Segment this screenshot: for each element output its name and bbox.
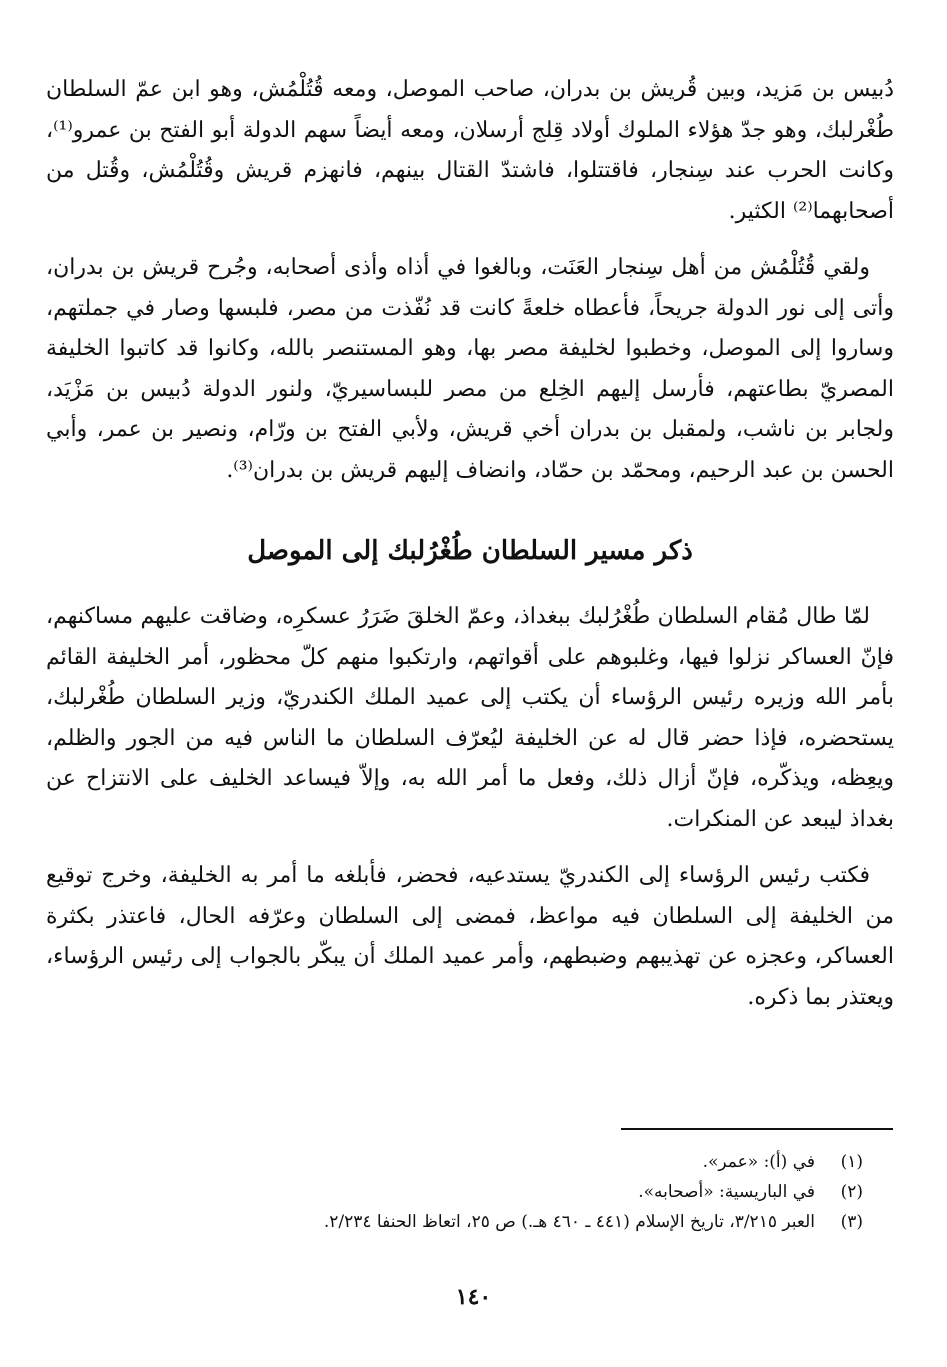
section-heading: ذكر مسير السلطان طُغْرُلبك إلى الموصل: [247, 536, 693, 566]
footnotes: [63, 1147, 863, 1237]
page-number: ١٤٠: [455, 1284, 492, 1310]
footnote-divider: [621, 1128, 893, 1130]
footnote-text: في الباريسية: «أصحابه».: [638, 1182, 815, 1202]
paragraph-3: لمّا طال مُقام السلطان طُغْرُلبك ببغداذ، وعمّ الخلقَ ضَرَرُ عسكرِه، وضاقت عليهم مساكنهم، فإنّ العساكر نزلوا فيها، وغلبوهم على أقواتهم، وارتكبوا منهم كلّ محظور، أمر الخليفة القائم بأمر الله وزيره رئيس الرؤساء أن يكتب إلى عميد الملك الكندريّ، وزير السلطان طُغْرلبك، يستحضره، فإذا حضر قال له عن الخليفة ليُعرّف السلطان ما الناس فيه من الجور والظلم، ويعِظه، ويذكّره، فإنّ أزال ذلك، وفعل ما أمر الله به، وإلاّ فيساعد الخليف على الانتزاح عن بغداذ ليبعد عن المنكرات.: [46, 604, 894, 832]
paragraph-4: فكتب رئيس الرؤساء إلى الكندريّ يستدعيه، فحضر، فأبلغه ما أمر به الخليفة، وخرج توقيع من الخليفة إلى السلطان فيه مواعظ، فمضى إلى السلطان وعرّفه الحال، فاعتذر بكثرة العساكر، وعجزه عن تهذيبهم وضبطهم، وأمر عميد الملك أن يبكّر بالجواب إلى رئيس الرؤساء، ويعتذر بما ذكره.: [46, 863, 894, 1010]
footnote-1: [63, 1147, 863, 1177]
footnote-3: [63, 1207, 863, 1237]
footnote-text: في (أ): «عمر».: [702, 1152, 815, 1172]
paragraph-1: دُبيس بن مَزيد، وبين قُريش بن بدران، صاحب الموصل، ومعه قُتُلْمُش، وهو ابن عمّ السلطان طُغْرلبك، وهو جدّ هؤلاء الملوك أولاد قِلج أرسلان، ومعه أيضاً سهم الدولة أبو الفتح بن عمرو⁽¹⁾، وكانت الحرب عند سِنجار، فاقتتلوا، فاشتدّ القتال بينهم، فانهزم قريش وقُتُلْمُش، وقُتل من أصحابهما⁽²⁾ الكثير.: [46, 77, 894, 224]
footnote-number: (١): [840, 1152, 863, 1172]
paragraph-2: ولقي قُتُلْمُش من أهل سِنجار العَنَت، وبالغوا في أذاه وأذى أصحابه، وجُرح قريش بن بدران، وأتى إلى نور الدولة جريحاً، فأعطاه خلعةً كانت قد نُفّذت من مصر، فلبسها وصار في جملتهم، وساروا إلى الموصل، وخطبوا لخليفة مصر بها، وهو المستنصر بالله، وكانوا قد كاتبوا الخليفة المصريّ بطاعتهم، فأرسل إليهم الخِلع من مصر للبساسيريّ، ولنور الدولة دُبيس بن مَزْيَد، ولجابر بن ناشب، ولمقبل بن بدران أخي قريش، ولأبي الفتح بن ورّام، ونصير بن عمر، وأبي الحسن بن عبد الرحيم، ومحمّد بن حمّاد، وانضاف إليهم قريش بن بدران⁽³⁾.: [46, 255, 894, 483]
footnote-number: (٢): [840, 1182, 863, 1202]
page-body: [46, 70, 894, 1018]
footnote-text: العبر ٣/٢١٥، تاريخ الإسلام (٤٤١ ـ ٤٦٠ هـ.) ص ٢٥، اتعاظ الحنفا ٢/٢٣٤.: [323, 1212, 815, 1232]
footnote-number: (٣): [840, 1212, 863, 1232]
footnote-2: [63, 1177, 863, 1207]
